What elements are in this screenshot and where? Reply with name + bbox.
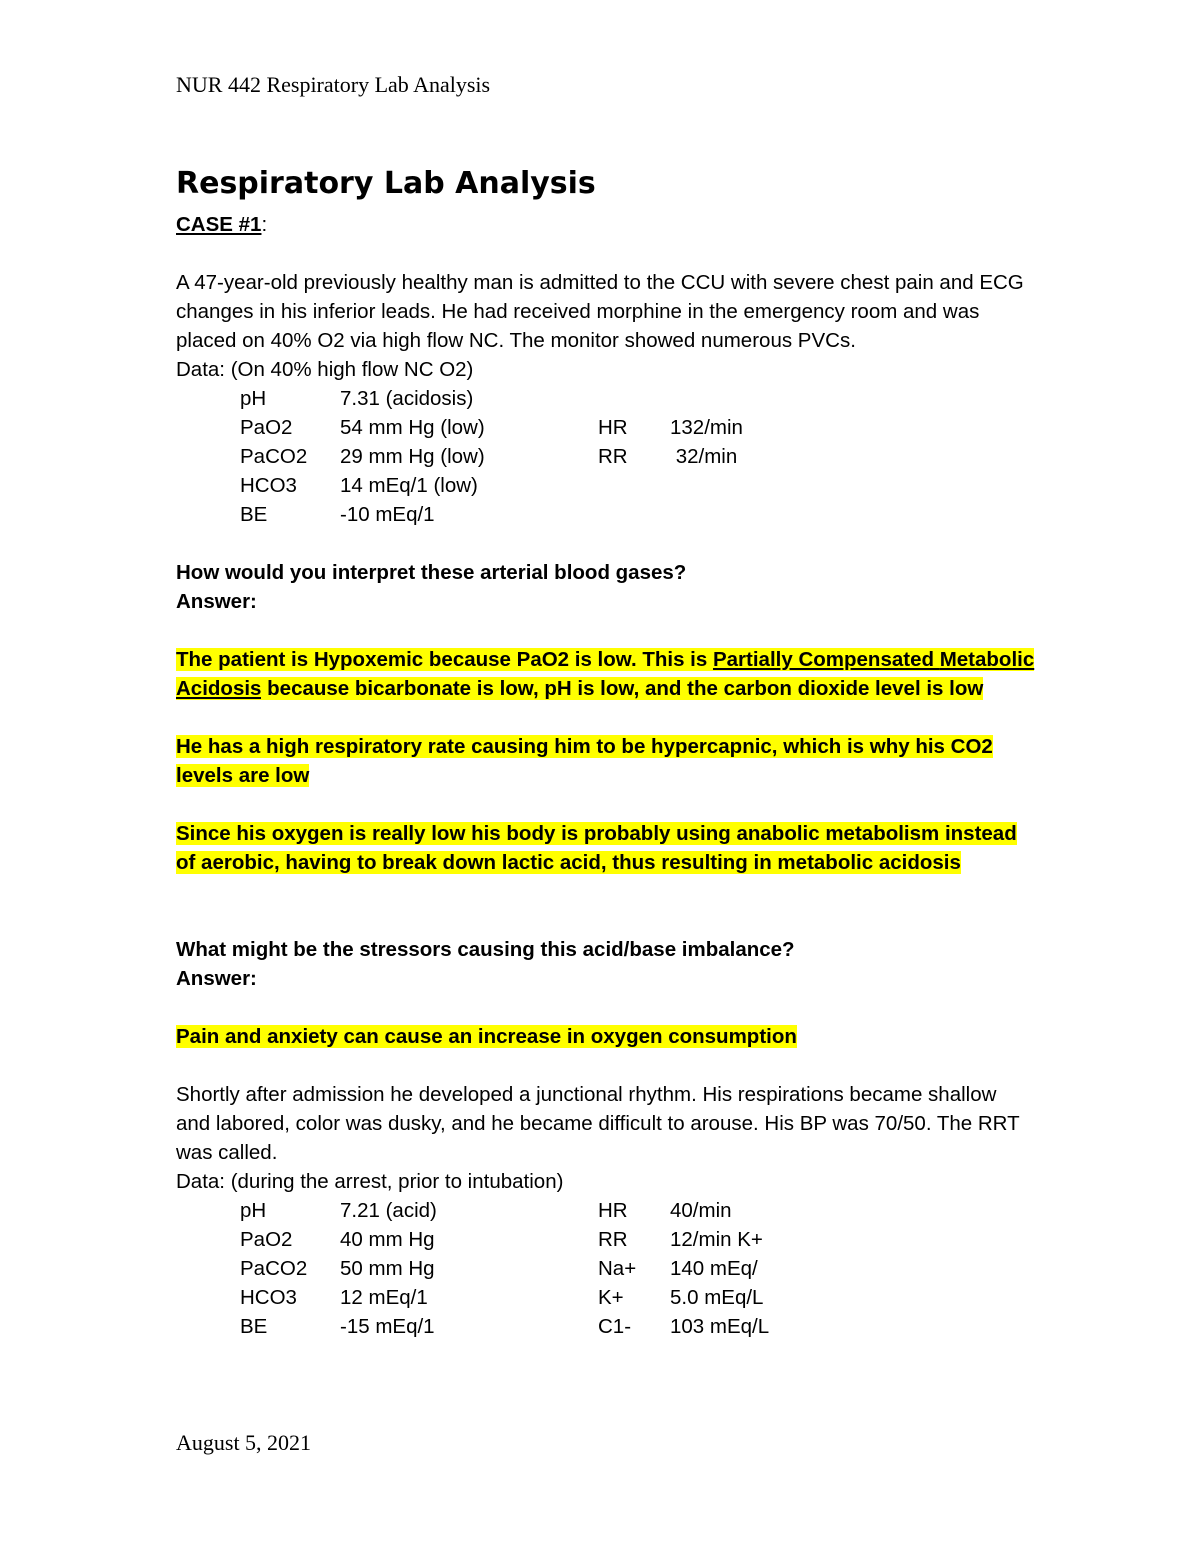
- highlight: The patient is Hypoxemic because PaO2 is low. This is: [176, 648, 713, 671]
- data-key: K+: [598, 1286, 624, 1309]
- data1-label: Data: (On 40% high flow NC O2): [176, 358, 474, 381]
- document-body: [176, 162, 1036, 1341]
- data-value: -10 mEq/1: [340, 503, 435, 526]
- table-row: [240, 1254, 769, 1283]
- highlight-underlined: Partially Compensated: [712, 648, 940, 671]
- question-1: How would you interpret these arterial blood gases?: [176, 561, 687, 584]
- table-row: [240, 500, 743, 529]
- highlight: Pain and anxiety can cause an increase in oxygen consumption: [176, 1025, 797, 1048]
- answer-1-paragraph-3: [176, 819, 1036, 877]
- page-footer: August 5, 2021: [176, 1430, 312, 1455]
- table-row: [240, 1312, 769, 1341]
- data2-label: Data: (during the arrest, prior to intubation): [176, 1170, 564, 1193]
- data-key: pH: [240, 1199, 267, 1222]
- question-2: What might be the stressors causing this acid/base imbalance?: [176, 938, 795, 961]
- data-key: HR: [598, 416, 628, 439]
- table-row: [240, 413, 743, 442]
- data-key: PaO2: [240, 416, 293, 439]
- data-value: 40 mm Hg: [340, 1228, 435, 1251]
- data-value: 103 mEq/L: [670, 1315, 770, 1338]
- data-key: Na+: [598, 1257, 637, 1280]
- data-key: HCO3: [240, 474, 297, 497]
- data-value: 14 mEq/1 (low): [340, 474, 478, 497]
- data-value: -15 mEq/1: [340, 1315, 435, 1338]
- data-key: [598, 384, 670, 413]
- case-intro: A 47-year-old previously healthy man is admitted to the CCU with severe chest pain and ECG changes in his inferior leads. He had received morphine in the emergency room and was placed on 40% O2 via high flow NC. The monitor showed numerous PVCs.: [176, 271, 1024, 352]
- table-row: [240, 1196, 769, 1225]
- data-key: pH: [240, 387, 267, 410]
- data-key: RR: [598, 1228, 628, 1251]
- answer-label-1: Answer:: [176, 590, 257, 613]
- document-title: Respiratory Lab Analysis: [176, 166, 596, 201]
- data-value: [670, 500, 743, 529]
- answer-1-paragraph-2: [176, 732, 1036, 790]
- data-value: 50 mm Hg: [340, 1257, 435, 1280]
- data-key: BE: [240, 503, 268, 526]
- highlight: He has a high respiratory rate causing him to be hypercapnic, which is why his CO2 levels are low: [176, 735, 993, 787]
- table-row: [240, 384, 743, 413]
- answer-2: [176, 1022, 1036, 1051]
- data-value: [670, 471, 743, 500]
- data-key: PaCO2: [240, 1257, 308, 1280]
- highlight: Since his oxygen is really low his body is probably using anabolic metabolism instead of aerobic, having to break down lactic acid, thus resulting in metabolic acidosis: [176, 822, 1017, 874]
- answer-1-paragraph-1: [176, 645, 1036, 703]
- case-colon: :: [261, 213, 268, 236]
- answer-label-2: Answer:: [176, 967, 257, 990]
- data-key: RR: [598, 445, 628, 468]
- data-key: C1-: [598, 1315, 632, 1338]
- data-value: 12 mEq/1: [340, 1286, 428, 1309]
- data-key: PaCO2: [240, 445, 308, 468]
- data-key: [598, 500, 670, 529]
- data-value: [670, 384, 743, 413]
- data-value: 5.0 mEq/L: [670, 1286, 764, 1309]
- data-value: 54 mm Hg (low): [340, 416, 485, 439]
- follow-up-text: Shortly after admission he developed a junctional rhythm. His respirations became shallow and labored, color was dusky, and he became difficult to arouse. His BP was 70/50. The RRT was called.: [176, 1083, 1020, 1164]
- data-key: HR: [598, 1199, 628, 1222]
- case-label: CASE #1: [176, 213, 262, 236]
- data-value: 32/min: [670, 445, 738, 468]
- table-row: [240, 1225, 769, 1254]
- data-value: 29 mm Hg (low): [340, 445, 485, 468]
- highlight: because bicarbonate is low, pH is low, and the carbon dioxide level is low: [261, 677, 984, 700]
- page-header: NUR 442 Respiratory Lab Analysis: [176, 72, 491, 97]
- data1-table: [240, 384, 743, 529]
- table-row: [240, 442, 743, 471]
- table-row: [240, 1283, 769, 1312]
- data-key: HCO3: [240, 1286, 297, 1309]
- case-heading: [176, 210, 1036, 239]
- data-key: BE: [240, 1315, 268, 1338]
- table-row: [240, 471, 743, 500]
- data-value: 40/min: [670, 1199, 732, 1222]
- highlight-underlined: Metabolic Acidosis: [176, 648, 1035, 700]
- data-value: 7.31 (acidosis): [340, 387, 474, 410]
- data-value: 12/min K+: [670, 1228, 763, 1251]
- data2-table: [240, 1196, 769, 1341]
- data-value: 132/min: [670, 416, 743, 439]
- data-value: 140 mEq/: [670, 1257, 758, 1280]
- data-key: [598, 471, 670, 500]
- data-key: PaO2: [240, 1228, 293, 1251]
- data-value: 7.21 (acid): [340, 1199, 437, 1222]
